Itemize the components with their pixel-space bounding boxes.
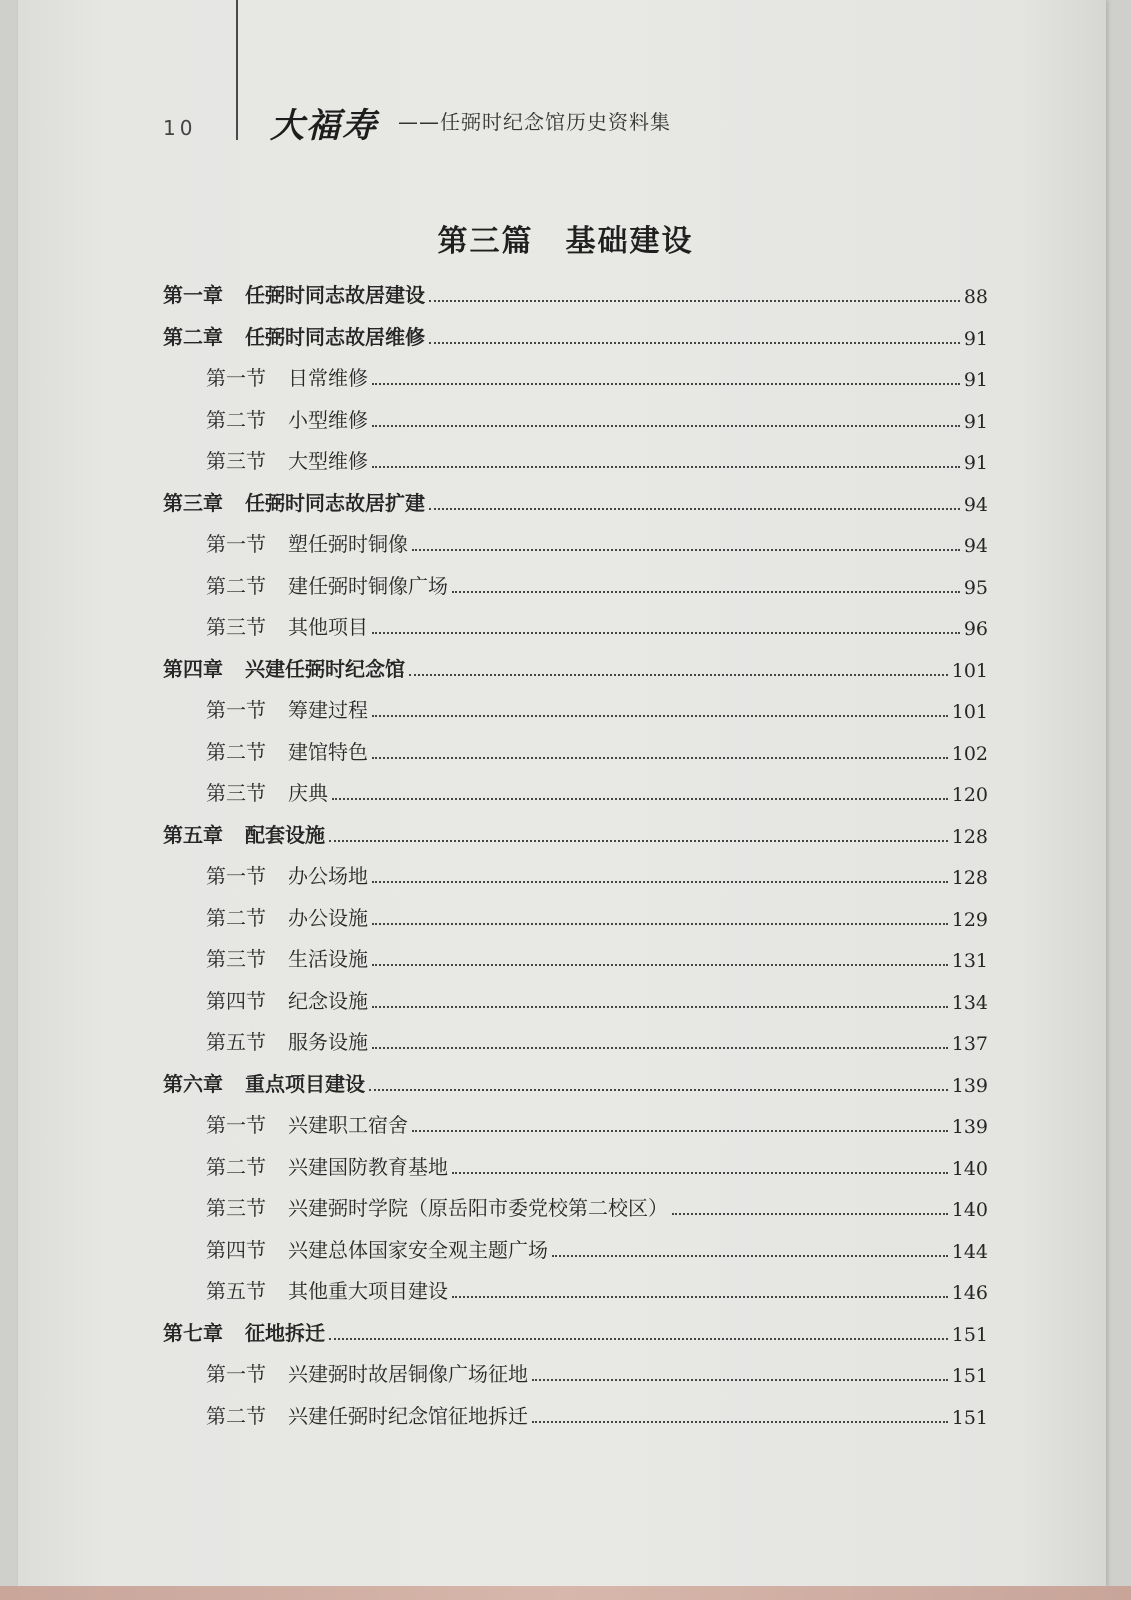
- toc-leader-dots: [412, 549, 960, 551]
- toc-row: [206, 361, 988, 391]
- toc-leader-dots: [372, 466, 960, 468]
- toc-row: [206, 901, 988, 931]
- toc-row: [206, 859, 988, 889]
- toc-page-number: 88: [963, 286, 988, 308]
- toc-row: [163, 320, 988, 350]
- toc-title: 筹建过程: [288, 698, 368, 722]
- toc-label: 第四章: [163, 656, 223, 681]
- toc-page-number: 95: [963, 576, 988, 599]
- toc-label: 第二节: [206, 1403, 266, 1428]
- toc-leader-dots: [532, 1421, 948, 1423]
- toc-leader-dots: [372, 383, 960, 385]
- toc-title: 建馆特色: [288, 739, 368, 764]
- toc-title: 办公设施: [288, 905, 368, 930]
- toc-page-number: 102: [951, 742, 988, 765]
- toc-row: [206, 1025, 988, 1055]
- toc-page-number: 146: [951, 1282, 988, 1304]
- toc-leader-dots: [372, 964, 948, 966]
- toc-leader-dots: [329, 1338, 948, 1340]
- toc-leader-dots: [329, 840, 948, 842]
- toc-leader-dots: [429, 508, 960, 510]
- toc-title: 庆典: [288, 781, 328, 805]
- toc-label: 第五节: [206, 1030, 266, 1054]
- toc-leader-dots: [672, 1213, 948, 1215]
- toc-title: 日常维修: [288, 366, 368, 390]
- toc-label: 第二节: [206, 739, 266, 764]
- toc-page-number: 101: [951, 701, 988, 723]
- toc-label: 第四节: [206, 988, 266, 1013]
- toc-title: 任弼时同志故居扩建: [245, 490, 425, 515]
- toc-page-number: 94: [963, 535, 988, 557]
- toc-row: [206, 444, 988, 474]
- toc-row: [163, 1067, 988, 1097]
- toc-page-number: 91: [963, 452, 988, 474]
- toc-title: 纪念设施: [288, 988, 368, 1013]
- toc-row: [206, 776, 988, 806]
- toc-page-number: 129: [951, 908, 988, 931]
- toc-label: 第五章: [163, 822, 223, 847]
- toc-title: 兴建弼时故居铜像广场征地: [288, 1362, 528, 1386]
- toc-leader-dots: [452, 591, 960, 593]
- toc-label: 第三节: [206, 1196, 266, 1220]
- toc-leader-dots: [372, 1047, 948, 1049]
- toc-leader-dots: [452, 1172, 948, 1174]
- toc-label: 第二章: [163, 324, 223, 349]
- toc-label: 第一节: [206, 1362, 266, 1386]
- toc-page-number: 151: [951, 1406, 988, 1429]
- running-title: 大福寿: [270, 106, 378, 146]
- toc-title: 办公场地: [288, 864, 368, 888]
- toc-page-number: 139: [951, 1116, 988, 1138]
- toc-row: [206, 1274, 988, 1304]
- toc-page-number: 134: [951, 991, 988, 1014]
- toc-row: [206, 1357, 988, 1387]
- toc-leader-dots: [372, 923, 948, 925]
- toc-row: [206, 1150, 988, 1180]
- toc-leader-dots: [372, 425, 960, 427]
- toc-leader-dots: [409, 674, 948, 676]
- toc-page-number: 91: [963, 369, 988, 391]
- toc-page-number: 140: [951, 1199, 988, 1221]
- toc-page-number: 91: [963, 327, 988, 350]
- toc-leader-dots: [429, 342, 960, 344]
- toc-leader-dots: [412, 1130, 948, 1132]
- toc-leader-dots: [429, 300, 960, 302]
- toc-row: [206, 735, 988, 765]
- toc-title: 兴建任弼时纪念馆征地拆迁: [288, 1403, 528, 1428]
- toc-row: [206, 693, 988, 723]
- toc-page-number: 139: [951, 1074, 988, 1097]
- toc-title: 配套设施: [245, 822, 325, 847]
- toc-label: 第一节: [206, 366, 266, 390]
- toc-leader-dots: [372, 757, 948, 759]
- toc-row: [206, 984, 988, 1014]
- toc-row: [206, 942, 988, 972]
- toc-row: [206, 1108, 988, 1138]
- toc-label: 第七章: [163, 1320, 223, 1345]
- toc-label: 第一节: [206, 1113, 266, 1137]
- toc-leader-dots: [552, 1255, 948, 1257]
- toc-row: [206, 610, 988, 640]
- toc-title: 大型维修: [288, 449, 368, 473]
- toc-title: 兴建国防教育基地: [288, 1154, 448, 1179]
- toc-title: 其他项目: [288, 615, 368, 639]
- toc-row: [163, 278, 988, 308]
- toc-label: 第一章: [163, 283, 223, 307]
- toc-page-number: 151: [951, 1365, 988, 1387]
- toc-page-number: 128: [951, 867, 988, 889]
- toc-page-number: 131: [951, 950, 988, 972]
- toc-row: [163, 652, 988, 682]
- toc-title: 兴建任弼时纪念馆: [245, 656, 405, 681]
- toc-title: 塑任弼时铜像: [288, 532, 408, 556]
- toc-label: 第一节: [206, 532, 266, 556]
- toc-page-number: 151: [951, 1323, 988, 1346]
- toc-title: 任弼时同志故居建设: [245, 283, 425, 307]
- page-number: 10: [163, 116, 197, 140]
- toc-title: 服务设施: [288, 1030, 368, 1054]
- toc-title: 兴建总体国家安全观主题广场: [288, 1237, 548, 1262]
- toc-page-number: 96: [963, 618, 988, 640]
- toc-title: 生活设施: [288, 947, 368, 971]
- toc-row: [206, 569, 988, 599]
- toc-page-number: 144: [951, 1240, 988, 1263]
- toc-label: 第二节: [206, 407, 266, 432]
- toc-label: 第五节: [206, 1279, 266, 1303]
- toc-label: 第一节: [206, 698, 266, 722]
- toc-row: [206, 403, 988, 433]
- toc-title: 小型维修: [288, 407, 368, 432]
- toc-label: 第三节: [206, 781, 266, 805]
- toc-title: 征地拆迁: [245, 1320, 325, 1345]
- toc-title: 其他重大项目建设: [288, 1279, 448, 1303]
- toc-label: 第一节: [206, 864, 266, 888]
- toc-title: 兴建职工宿舍: [288, 1113, 408, 1137]
- toc-page-number: 137: [951, 1033, 988, 1055]
- toc-leader-dots: [372, 715, 948, 717]
- toc-label: 第二节: [206, 905, 266, 930]
- toc-leader-dots: [532, 1379, 948, 1381]
- toc-page-number: 120: [951, 784, 988, 806]
- toc-label: 第二节: [206, 1154, 266, 1179]
- toc-leader-dots: [452, 1296, 948, 1298]
- toc-leader-dots: [372, 1006, 948, 1008]
- toc-leader-dots: [372, 881, 948, 883]
- toc-label: 第三节: [206, 449, 266, 473]
- toc-title: 任弼时同志故居维修: [245, 324, 425, 349]
- part-title: 第三篇 基础建设: [437, 224, 694, 259]
- toc-label: 第三节: [206, 615, 266, 639]
- toc-row: [206, 1399, 988, 1429]
- toc-label: 第六章: [163, 1071, 223, 1096]
- toc-row: [163, 818, 988, 848]
- toc-label: 第三节: [206, 947, 266, 971]
- toc-row: [163, 1316, 988, 1346]
- toc-page-number: 128: [951, 825, 988, 848]
- toc-page-number: 94: [963, 493, 988, 516]
- toc-page-number: 101: [951, 659, 988, 682]
- toc-leader-dots: [372, 632, 960, 634]
- toc-row: [206, 527, 988, 557]
- toc-title: 重点项目建设: [245, 1071, 365, 1096]
- toc-row: [163, 486, 988, 516]
- toc-row: [206, 1233, 988, 1263]
- running-subtitle: ——任弼时纪念馆历史资料集: [398, 110, 671, 134]
- toc-title: 兴建弼时学院（原岳阳市委党校第二校区）: [288, 1196, 668, 1220]
- toc-row: [206, 1191, 988, 1221]
- toc-page-number: 91: [963, 410, 988, 433]
- toc-page-number: 140: [951, 1157, 988, 1180]
- toc-leader-dots: [369, 1089, 948, 1091]
- toc-leader-dots: [332, 798, 948, 800]
- toc-label: 第三章: [163, 490, 223, 515]
- toc-label: 第二节: [206, 573, 266, 598]
- toc-title: 建任弼时铜像广场: [288, 573, 448, 598]
- toc-label: 第四节: [206, 1237, 266, 1262]
